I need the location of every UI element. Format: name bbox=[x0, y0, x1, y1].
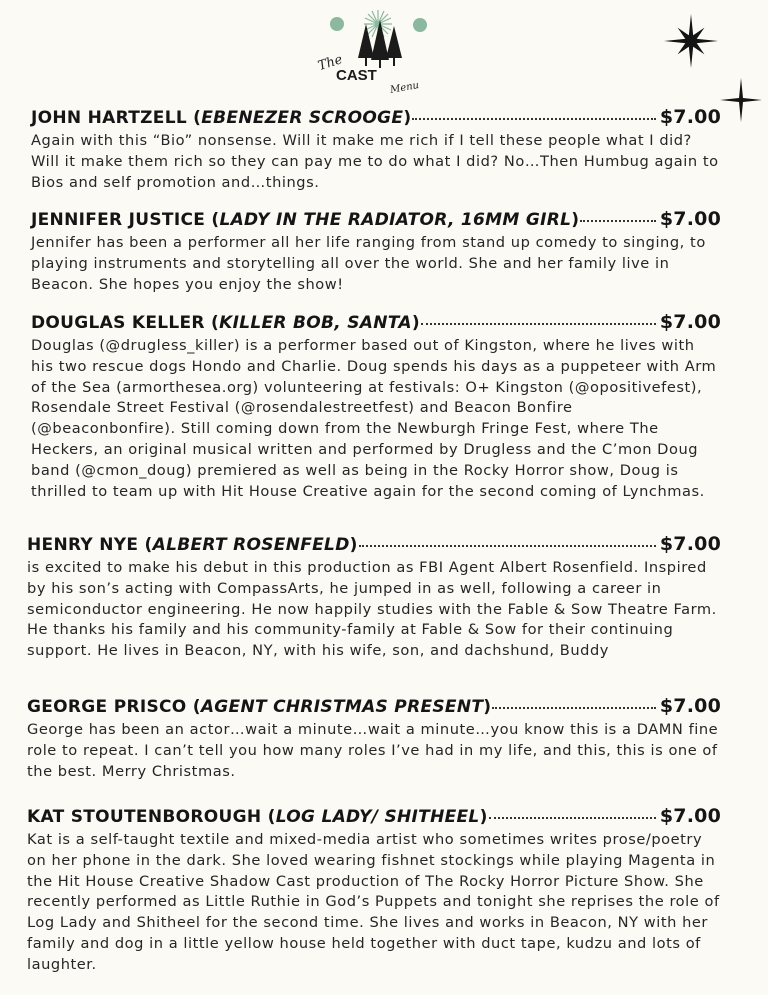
cast-entry bbox=[31, 208, 721, 295]
dotted-leader bbox=[489, 817, 656, 819]
dotted-leader bbox=[421, 323, 656, 325]
logo-menu: Menu bbox=[389, 80, 420, 96]
cast-entry-header bbox=[31, 311, 721, 333]
price: $7.00 bbox=[659, 311, 721, 333]
role-name: ALBERT ROSENFELD bbox=[152, 535, 350, 555]
role-name: KILLER BOB, SANTA bbox=[219, 313, 412, 333]
actor-name: JENNIFER JUSTICE bbox=[31, 210, 206, 230]
role-name: LADY IN THE RADIATOR, 16MM GIRL bbox=[219, 210, 572, 230]
role-name: LOG LADY/ SHITHEEL bbox=[275, 807, 480, 827]
cast-actor-role: DOUGLAS KELLER (KILLER BOB, SANTA) bbox=[31, 313, 420, 333]
actor-bio: is excited to make his debut in this production as FBI Agent Albert Rosenfield. Inspired by his son’s acting with CompassArts, he jumped in as well, following a career in semiconductor engineering. He now happily studies with the Fable & Sow Theatre Farm. He thanks his family and his community-family at Fable & Sow for their continuing support. He lives in Beacon, NY, with his wife, son, and dachshund, Buddy bbox=[27, 559, 717, 660]
price: $7.00 bbox=[659, 533, 721, 555]
logo-pine-trees bbox=[358, 20, 402, 68]
role-name: AGENT CHRISTMAS PRESENT bbox=[200, 697, 484, 717]
price: $7.00 bbox=[659, 208, 721, 230]
logo-dot-right bbox=[413, 18, 427, 32]
actor-name: KAT STOUTENBOROUGH bbox=[27, 807, 262, 827]
cast-actor-role: KAT STOUTENBOROUGH (LOG LADY/ SHITHEEL) bbox=[27, 807, 488, 827]
dotted-leader bbox=[359, 545, 656, 547]
cast-entry-header bbox=[27, 695, 721, 717]
actor-name: HENRY NYE bbox=[27, 535, 139, 555]
actor-bio: Kat is a self-taught textile and mixed-media artist who sometimes writes prose/poetry on her phone in the dark. She loved wearing fishnet stockings while playing Magenta in the Hit House Creative Shadow Cast production of The Rocky Horror Picture Show. She recently performed as Little Ruthie in God’s Puppets and tonight she reprises the role of Log Lady and Shitheel for the second time. She lives and works in Beacon, NY with her family and dog in a little yellow house held together with duct tape, kudzu and lots of laughter. bbox=[27, 831, 720, 973]
dotted-leader bbox=[580, 220, 656, 222]
logo-cast: CAST bbox=[336, 67, 377, 84]
logo-dot-left bbox=[330, 17, 344, 31]
price: $7.00 bbox=[659, 805, 721, 827]
dotted-leader bbox=[412, 118, 655, 120]
price: $7.00 bbox=[659, 695, 721, 717]
cast-entry-header bbox=[31, 106, 721, 128]
actor-bio: Again with this “Bio” nonsense. Will it make me rich if I tell these people what I did? Will it make them rich so they can pay me to do what I did? No…Then Humbug again to Bios and self promotion and…things. bbox=[31, 132, 719, 191]
cast-entry-header bbox=[27, 533, 721, 555]
cast-actor-role: JOHN HARTZELL (EBENEZER SCROOGE) bbox=[31, 108, 412, 128]
cast-entry-header bbox=[27, 805, 721, 827]
actor-bio: Douglas (@drugless_killer) is a performer based out of Kingston, where he lives with his two rescue dogs Hondo and Charlie. Doug spends his days as a puppeteer with Arm of the Sea (armorthesea.org) volunteering at festivals: O+ Kingston (@opositivefest), Rosendale Street Festival (@rosendalestreetfest) and Beacon Bonfire (@beaconbonfire). Still coming down from the Newburgh Fringe Fest, where The Heckers, an original musical written and performed by Drugless and the C’mon Doug band (@cmon_doug) premiered as well as being in the Rocky Horror show, Doug is thrilled to team up with Hit House Creative again for the second coming of Lynchmas. bbox=[31, 337, 717, 500]
cast-actor-role: GEORGE PRISCO (AGENT CHRISTMAS PRESENT) bbox=[27, 697, 492, 717]
actor-name: GEORGE PRISCO bbox=[27, 697, 187, 717]
actor-bio: Jennifer has been a performer all her life ranging from stand up comedy to singing, to playing instruments and storytelling all over the world. She and her family live in Beacon. She hopes you enjoy the show! bbox=[31, 234, 706, 293]
role-name: EBENEZER SCROOGE bbox=[201, 108, 404, 128]
sparkle-star-small-icon bbox=[720, 78, 762, 122]
cast-entry bbox=[27, 805, 721, 976]
actor-bio: George has been an actor…wait a minute…wait a minute…you know this is a DAMN fine role to repeat. I can’t tell you how many roles I’ve had in my life, and this, this is one of the best. Merry Christmas. bbox=[27, 721, 719, 780]
dotted-leader bbox=[492, 707, 656, 709]
cast-entry-header bbox=[31, 208, 721, 230]
cast-entry bbox=[27, 695, 721, 782]
cast-entry bbox=[31, 311, 721, 502]
actor-name: DOUGLAS KELLER bbox=[31, 313, 205, 333]
cast-actor-role: JENNIFER JUSTICE (LADY IN THE RADIATOR, 16MM GIRL) bbox=[31, 210, 580, 230]
cast-entry bbox=[27, 533, 721, 662]
price: $7.00 bbox=[659, 106, 721, 128]
actor-name: JOHN HARTZELL bbox=[31, 108, 187, 128]
cast-menu-logo bbox=[312, 8, 430, 100]
logo-the: The bbox=[316, 52, 345, 75]
cast-actor-role: HENRY NYE (ALBERT ROSENFELD) bbox=[27, 535, 358, 555]
cast-entry bbox=[31, 106, 721, 193]
sparkle-star-icon bbox=[664, 14, 718, 68]
